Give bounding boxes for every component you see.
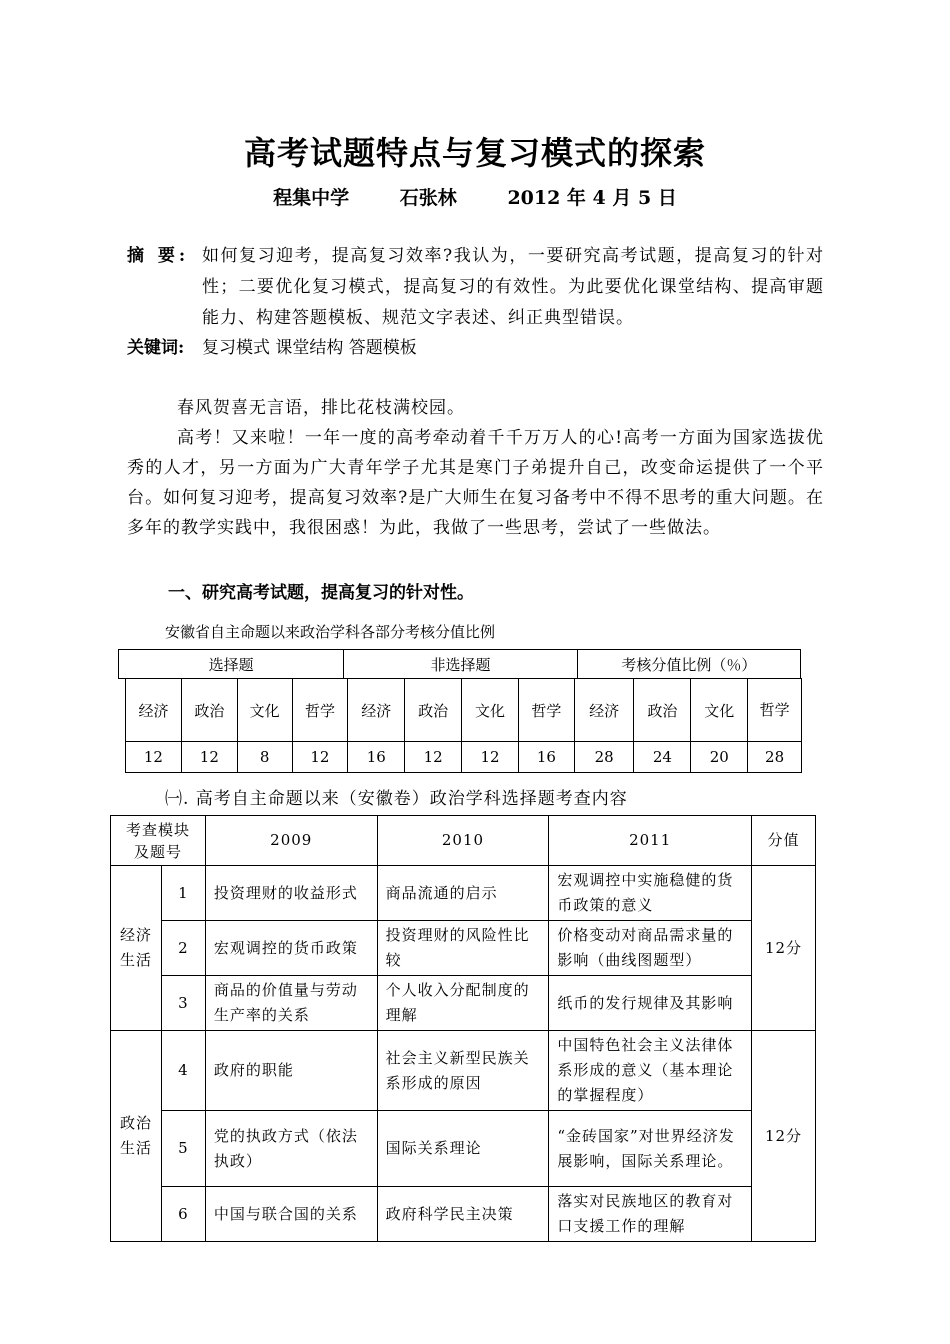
table2-cell: 价格变动对商品需求量的影响（曲线图题型） — [549, 921, 752, 976]
table2-header-score: 分值 — [752, 816, 816, 866]
table2-group-score: 12分 — [752, 866, 816, 1031]
table1 — [125, 678, 802, 773]
table2-cell: 中国与联合国的关系 — [205, 1187, 377, 1242]
table2-cell: 国际关系理论 — [377, 1111, 549, 1187]
table1-caption: 安徽省自主命题以来政治学科各部分考核分值比例 — [165, 623, 496, 641]
keywords-label: 关键词: — [127, 338, 185, 358]
table1-cell: 16 — [348, 742, 405, 773]
byline — [0, 183, 950, 210]
table2-question-no: 1 — [161, 866, 205, 921]
table2-cell: 宏观调控的货币政策 — [205, 921, 377, 976]
table1-group-nonchoice: 非选择题 — [344, 650, 577, 678]
table1-cell: 28 — [748, 742, 802, 773]
table1-col: 文化 — [237, 679, 292, 742]
table-row — [111, 921, 816, 976]
table1-cell: 12 — [292, 742, 348, 773]
table2-question-no: 2 — [161, 921, 205, 976]
table2-group-name: 政治生活 — [111, 1031, 162, 1242]
table2-cell: 宏观调控中实施稳健的货币政策的意义 — [549, 866, 752, 921]
table2-group-name: 经济生活 — [111, 866, 162, 1031]
table2-header-row — [111, 816, 816, 866]
table2-question-no: 3 — [161, 976, 205, 1031]
table-row — [111, 1111, 816, 1187]
table1-col: 哲学 — [292, 679, 348, 742]
table1-cell: 12 — [462, 742, 519, 773]
table2-caption: ㈠. 高考自主命题以来（安徽卷）政治学科选择题考查内容 — [165, 789, 628, 809]
table2-cell: 政府的职能 — [205, 1031, 377, 1111]
table1-group-header — [118, 649, 801, 679]
table2-header-2011: 2011 — [549, 816, 752, 866]
table-row — [111, 1187, 816, 1242]
keywords-text: 复习模式 课堂结构 答题模板 — [202, 338, 417, 358]
table2-question-no: 4 — [161, 1031, 205, 1111]
table1-col: 文化 — [462, 679, 519, 742]
byline-school: 程集中学 — [273, 187, 350, 209]
table1-cell: 8 — [237, 742, 292, 773]
document-title: 高考试题特点与复习模式的探索 — [243, 134, 706, 172]
table2-cell: 个人收入分配制度的理解 — [377, 976, 549, 1031]
table1-cell: 12 — [181, 742, 237, 773]
table1-cell: 12 — [405, 742, 462, 773]
table2-cell: 党的执政方式（依法执政） — [205, 1111, 377, 1187]
table1-col: 哲学 — [518, 679, 574, 742]
table2-group-score: 12分 — [752, 1031, 816, 1242]
table2 — [110, 815, 816, 1242]
table2-cell: 中国特色社会主义法律体系形成的意义（基本理论的掌握程度） — [549, 1031, 752, 1111]
abstract-text: 如何复习迎考，提高复习效率?我认为，一要研究高考试题，提高复习的针对性；二要优化复习模式，提高复习的有效性。为此要优化课堂结构、提高审题能力、构建答题模板、规范文字表述、纠正典型错误。 — [202, 246, 824, 328]
table2-cell: “金砖国家”对世界经济发展影响，国际关系理论。 — [549, 1111, 752, 1187]
table1-col: 政治 — [634, 679, 691, 742]
table2-header-module: 考查模块及题号 — [111, 816, 206, 866]
table1-cell: 12 — [126, 742, 182, 773]
table1-group-choice: 选择题 — [119, 650, 344, 678]
table1-cell: 20 — [691, 742, 748, 773]
table2-cell: 政府科学民主决策 — [377, 1187, 549, 1242]
table1-value-row — [126, 742, 802, 773]
table2-question-no: 6 — [161, 1187, 205, 1242]
table2-cell: 投资理财的风险性比较 — [377, 921, 549, 976]
table1-cell: 16 — [518, 742, 574, 773]
abstract-label: 摘 要: — [127, 246, 190, 266]
byline-date: 2012 年 4 月 5 日 — [507, 187, 677, 209]
table1-group-ratio: 考核分值比例（％） — [621, 655, 757, 674]
table1-col: 政治 — [405, 679, 462, 742]
table2-cell: 商品流通的启示 — [377, 866, 549, 921]
table2-question-no: 5 — [161, 1111, 205, 1187]
table2-header-2010: 2010 — [377, 816, 549, 866]
table1-col: 经济 — [348, 679, 405, 742]
table2-cell: 商品的价值量与劳动生产率的关系 — [205, 976, 377, 1031]
table1-col: 政治 — [181, 679, 237, 742]
table1-col: 文化 — [691, 679, 748, 742]
table1-col: 哲学 — [748, 679, 802, 742]
table2-cell: 投资理财的收益形式 — [205, 866, 377, 921]
table-row — [111, 976, 816, 1031]
table1-cell: 28 — [574, 742, 634, 773]
paragraph-1: 春风贺喜无言语，排比花枝满校园。 — [177, 398, 465, 418]
table2-cell: 落实对民族地区的教育对口支援工作的理解 — [549, 1187, 752, 1242]
section-heading: 一、研究高考试题，提高复习的针对性。 — [168, 583, 474, 603]
table1-column-row — [126, 679, 802, 742]
table-row — [111, 1031, 816, 1111]
table1-cell: 24 — [634, 742, 691, 773]
table-row — [111, 866, 816, 921]
table2-cell: 纸币的发行规律及其影响 — [549, 976, 752, 1031]
table2-cell: 社会主义新型民族关系形成的原因 — [377, 1031, 549, 1111]
table1-col: 经济 — [574, 679, 634, 742]
paragraph-2: 高考！又来啦！一年一度的高考牵动着千千万万人的心!高考一方面为国家选拔优秀的人才，另一方面为广大青年学子尤其是寒门子弟提升自己，改变命运提供了一个平台。如何复习迎考，提高复习效率?是广大师生在复习备考中不得不思考的重大问题。在多年的教学实践中，我很困惑！为此，我做了一些思考，尝试了一些做法。 — [127, 428, 824, 538]
table2-header-2009: 2009 — [205, 816, 377, 866]
byline-author: 石张林 — [399, 187, 457, 209]
table1-col: 经济 — [126, 679, 182, 742]
